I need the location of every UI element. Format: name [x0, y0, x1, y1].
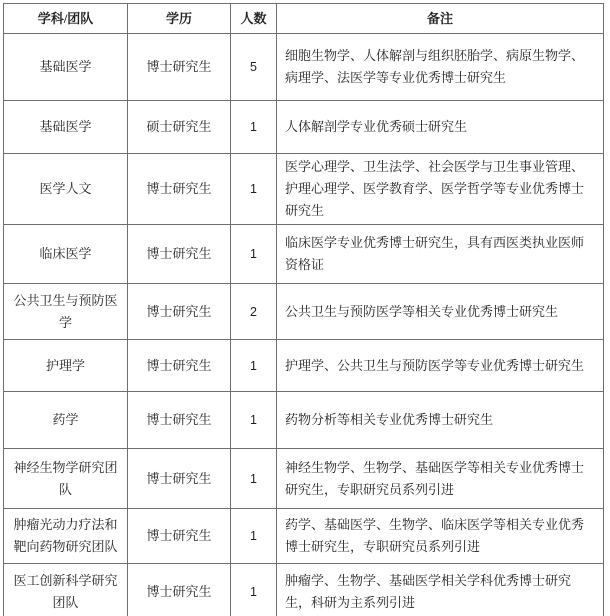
table-row: [4, 34, 604, 101]
table-row: [4, 509, 604, 564]
cell-count: 1: [231, 340, 277, 392]
cell-subject: 医学人文: [4, 154, 128, 225]
table-row: [4, 564, 604, 616]
column-header-remark: 备注: [277, 4, 604, 34]
cell-count: 1: [231, 392, 277, 449]
table-row: [4, 449, 604, 509]
cell-remark: 人体解剖学专业优秀硕士研究生: [277, 101, 604, 154]
cell-remark: 护理学、公共卫生与预防医学等专业优秀博士研究生: [277, 340, 604, 392]
cell-remark: 公共卫生与预防医学等相关专业优秀博士研究生: [277, 284, 604, 340]
cell-count: 1: [231, 509, 277, 564]
cell-remark: 肿瘤学、生物学、基础医学相关学科优秀博士研究生，科研为主系列引进: [277, 564, 604, 616]
cell-remark: 药物分析等相关专业优秀博士研究生: [277, 392, 604, 449]
cell-remark: 细胞生物学、人体解剖与组织胚胎学、病原生物学、病理学、法医学等专业优秀博士研究生: [277, 34, 604, 101]
cell-count: 2: [231, 284, 277, 340]
cell-degree: 博士研究生: [128, 34, 231, 101]
cell-degree: 博士研究生: [128, 509, 231, 564]
cell-subject: 基础医学: [4, 101, 128, 154]
cell-degree: 博士研究生: [128, 392, 231, 449]
cell-subject: 基础医学: [4, 34, 128, 101]
cell-remark: 医学心理学、卫生法学、社会医学与卫生事业管理、护理心理学、医学教育学、医学哲学等专业优秀博士研究生: [277, 154, 604, 225]
column-header-count: 人数: [231, 4, 277, 34]
cell-degree: 博士研究生: [128, 225, 231, 284]
cell-subject: 神经生物学研究团队: [4, 449, 128, 509]
recruitment-table: [3, 3, 604, 616]
cell-count: 1: [231, 564, 277, 616]
cell-degree: 博士研究生: [128, 340, 231, 392]
table-row: [4, 340, 604, 392]
cell-subject: 临床医学: [4, 225, 128, 284]
table-row: [4, 225, 604, 284]
cell-subject: 药学: [4, 392, 128, 449]
table-row: [4, 284, 604, 340]
cell-count: 1: [231, 101, 277, 154]
cell-remark: 神经生物学、生物学、基础医学等相关专业优秀博士研究生，专职研究员系列引进: [277, 449, 604, 509]
table-row: [4, 101, 604, 154]
cell-count: 5: [231, 34, 277, 101]
header-row: [4, 4, 604, 34]
cell-remark: 药学、基础医学、生物学、临床医学等相关专业优秀博士研究生，专职研究员系列引进: [277, 509, 604, 564]
table-row: [4, 392, 604, 449]
cell-count: 1: [231, 225, 277, 284]
column-header-degree: 学历: [128, 4, 231, 34]
table-row: [4, 154, 604, 225]
cell-subject: 护理学: [4, 340, 128, 392]
cell-degree: 博士研究生: [128, 284, 231, 340]
cell-subject: 医工创新科学研究团队: [4, 564, 128, 616]
cell-degree: 硕士研究生: [128, 101, 231, 154]
cell-degree: 博士研究生: [128, 154, 231, 225]
cell-remark: 临床医学专业优秀博士研究生，具有西医类执业医师资格证: [277, 225, 604, 284]
column-header-subject: 学科/团队: [4, 4, 128, 34]
cell-count: 1: [231, 154, 277, 225]
cell-count: 1: [231, 449, 277, 509]
cell-degree: 博士研究生: [128, 449, 231, 509]
cell-subject: 肿瘤光动力疗法和靶向药物研究团队: [4, 509, 128, 564]
cell-subject: 公共卫生与预防医学: [4, 284, 128, 340]
cell-degree: 博士研究生: [128, 564, 231, 616]
